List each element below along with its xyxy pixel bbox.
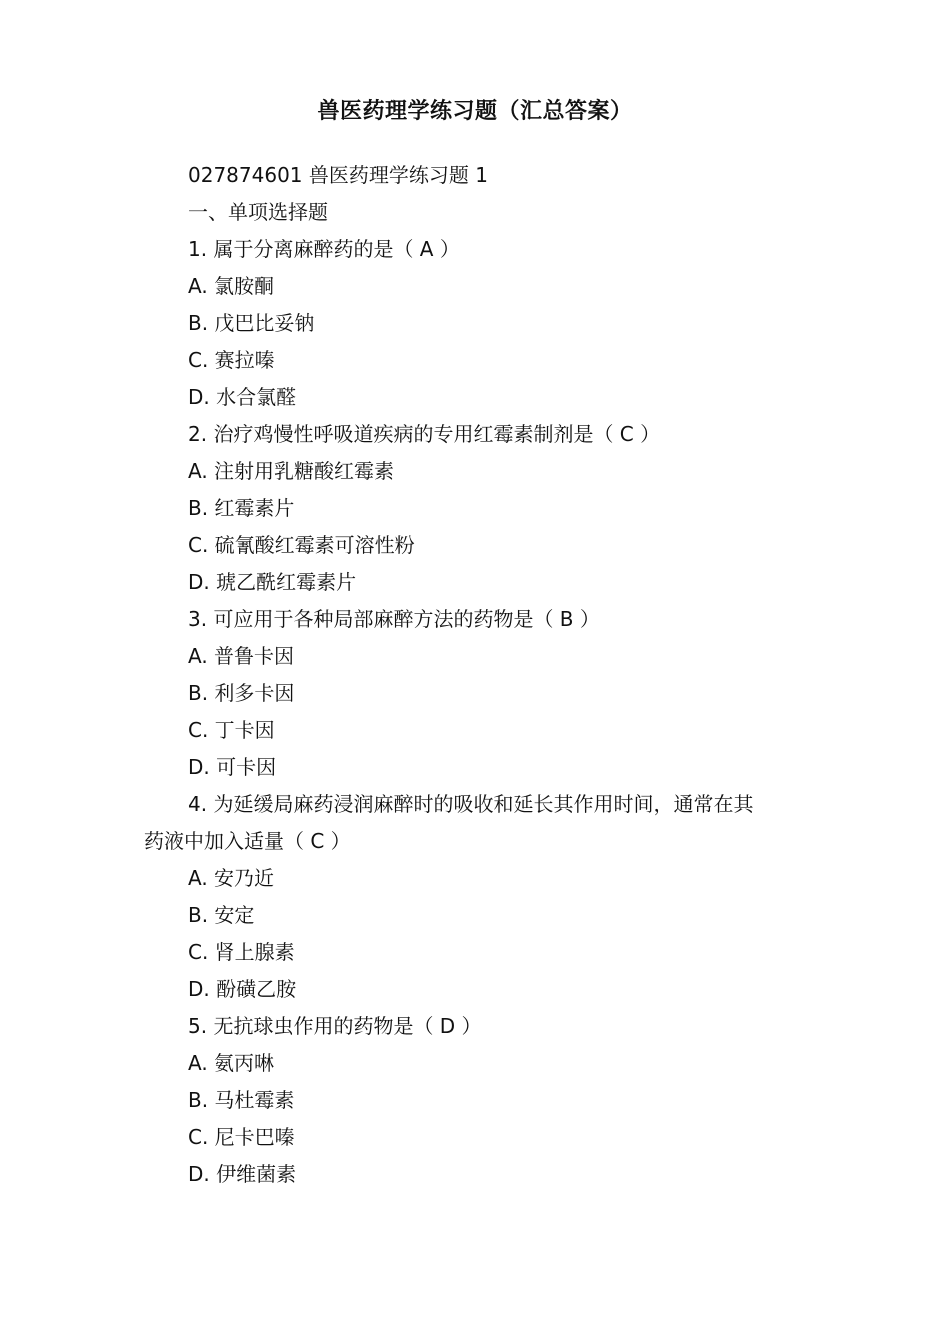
text-line: D. 伊维菌素 [188, 1162, 297, 1186]
text-line: B. 马杜霉素 [188, 1088, 295, 1112]
text-line: B. 安定 [188, 903, 255, 927]
text-line: A. 普鲁卡因 [188, 644, 295, 668]
text-line: A. 氯胺酮 [188, 274, 275, 298]
text-line: 一、单项选择题 [188, 200, 328, 224]
text-line: 药液中加入适量（ C ） [144, 829, 351, 853]
text-line: C. 丁卡因 [188, 718, 275, 742]
text-line: 5. 无抗球虫作用的药物是（ D ） [188, 1014, 482, 1038]
text-line: 4. 为延缓局麻药浸润麻醉时的吸收和延长其作用时间，通常在其 [188, 792, 754, 816]
text-line: A. 注射用乳糖酸红霉素 [188, 459, 395, 483]
text-line: D. 酚磺乙胺 [188, 977, 297, 1001]
text-line: C. 肾上腺素 [188, 940, 295, 964]
text-line: C. 赛拉嗪 [188, 348, 275, 372]
text-line: 1. 属于分离麻醉药的是（ A ） [188, 237, 460, 261]
text-line: D. 琥乙酰红霉素片 [188, 570, 357, 594]
text-line: 027874601 兽医药理学练习题 1 [188, 163, 488, 187]
text-line: D. 可卡因 [188, 755, 277, 779]
text-line: 3. 可应用于各种局部麻醉方法的药物是（ B ） [188, 607, 600, 631]
text-line: A. 氨丙啉 [188, 1051, 275, 1075]
text-line: B. 利多卡因 [188, 681, 295, 705]
document-title: 兽医药理学练习题（汇总答案） [317, 99, 633, 124]
text-line: B. 戊巴比妥钠 [188, 311, 315, 335]
document-body [0, 157, 950, 1193]
text-line: D. 水合氯醛 [188, 385, 297, 409]
text-line: C. 尼卡巴嗪 [188, 1125, 295, 1149]
text-line: A. 安乃近 [188, 866, 275, 890]
text-line: B. 红霉素片 [188, 496, 295, 520]
text-line: 2. 治疗鸡慢性呼吸道疾病的专用红霉素制剂是（ C ） [188, 422, 661, 446]
text-line: C. 硫氰酸红霉素可溶性粉 [188, 533, 415, 557]
